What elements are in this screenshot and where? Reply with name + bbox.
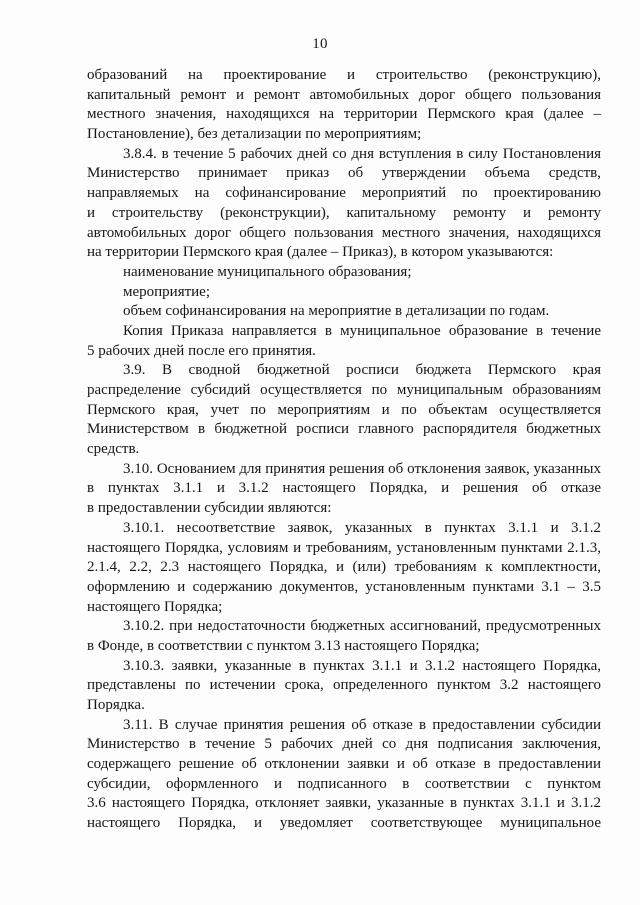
- text-line: субсидии, оформленного и подписанного в соответствии с пунктом: [87, 775, 601, 792]
- text-line: мероприятие;: [123, 283, 211, 300]
- text-line: Порядка.: [87, 697, 145, 713]
- text-line: автомобильных дорог общего пользования местного значения, находящихся: [87, 224, 601, 241]
- text-line: Постановление), без детализации по мероприятиям;: [87, 126, 422, 143]
- text-line: Министерством в бюджетной росписи главного распорядителя бюджетных: [87, 421, 601, 438]
- text-line: в пунктах 3.1.1 и 3.1.2 настоящего Порядка, и решения об отказе: [87, 480, 601, 497]
- text-line: 3.10.2. при недостаточности бюджетных ассигнований, предусмотренных: [123, 618, 601, 635]
- text-line: 3.8.4. в течение 5 рабочих дней со дня вступления в силу Постановления: [123, 145, 601, 162]
- text-line: и строительству (реконструкции), капитальному ремонту и ремонту: [87, 204, 601, 221]
- text-line: направляемых на софинансирование мероприятий по проектированию: [87, 185, 601, 202]
- text-line: распределение субсидий осуществляется по муниципальным образованиям: [87, 382, 601, 398]
- text-line: оформлению и содержанию документов, установленным пунктами 3.1 – 3.5: [87, 578, 601, 595]
- text-line: наименование муниципального образования;: [123, 263, 412, 280]
- text-line: 3.10.3. заявки, указанные в пунктах 3.1.1 и 3.1.2 настоящего Порядка,: [123, 657, 601, 674]
- text-line: местного значения, находящихся на территории Пермского края (далее –: [87, 106, 601, 123]
- page-number: 10: [312, 36, 328, 52]
- text-line: настоящего Порядка, условиям и требованиям, установленным пунктами 2.1.3,: [87, 539, 601, 556]
- text-line: 3.6 настоящего Порядка, отклоняет заявки, указанные в пунктах 3.1.1 и 3.1.2: [87, 795, 601, 812]
- text-line: Пермского края, учет по мероприятиям и по объектам осуществляется: [87, 401, 601, 418]
- document-body-text: [87, 66, 601, 834]
- text-line: 5 рабочих дней после его принятия.: [87, 342, 316, 359]
- text-line: объем софинансирования на мероприятие в детализации по годам.: [123, 303, 550, 320]
- text-line: Министерство в течение 5 рабочих дней со дня подписания заключения,: [87, 736, 601, 753]
- text-line: 3.10. Основанием для принятия решения об отклонения заявок, указанных: [123, 460, 601, 477]
- text-line: настоящего Порядка, и уведомляет соответствующее муниципальное: [87, 815, 601, 832]
- text-line: средств.: [87, 441, 140, 458]
- text-line: 3.9. В сводной бюджетной росписи бюджета Пермского края: [123, 362, 601, 379]
- text-line: представлены по истечении срока, определенного пунктом 3.2 настоящего: [87, 677, 601, 694]
- text-line: содержащего решение об отклонении заявки и об отказе в предоставлении: [87, 756, 601, 773]
- text-line: в Фонде, в соответствии с пунктом 3.13 настоящего Порядка;: [87, 637, 480, 654]
- text-line: 2.1.4, 2.2, 2.3 настоящего Порядка, и (или) требованиям к комплектности,: [87, 559, 601, 576]
- text-line: капитальный ремонт и ремонт автомобильных дорог общего пользования: [87, 86, 601, 103]
- text-line: образований на проектирование и строительство (реконструкцию),: [87, 67, 601, 83]
- text-line: настоящего Порядка;: [87, 598, 223, 615]
- text-line: Министерство принимает приказ об утверждении объема средств,: [87, 165, 601, 182]
- text-line: на территории Пермского края (далее – Приказ), в котором указываются:: [87, 244, 554, 261]
- text-line: 3.10.1. несоответствие заявок, указанных в пунктах 3.1.1 и 3.1.2: [123, 519, 601, 536]
- text-line: в предоставлении субсидии являются:: [87, 500, 332, 517]
- text-line: Копия Приказа направляется в муниципальное образование в течение: [123, 322, 601, 339]
- text-line: 3.11. В случае принятия решения об отказе в предоставлении субсидии: [123, 716, 601, 733]
